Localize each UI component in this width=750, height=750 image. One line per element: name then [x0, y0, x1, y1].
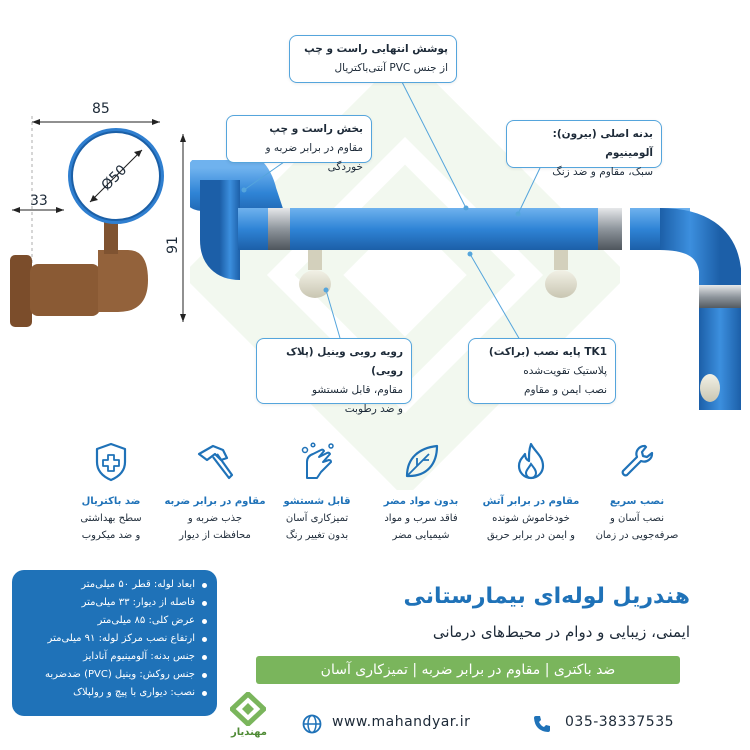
feature-text: فاقد سرب و مواد	[384, 513, 458, 524]
callout-bracket-title: TK1 پایه نصب (براکت)	[488, 346, 607, 358]
feature-text-2: محافظت از دیوار	[179, 530, 251, 541]
feature-antibacterial	[56, 440, 166, 544]
spec-item: عرض کلی: ۸۵ میلی‌متر	[20, 612, 207, 630]
callout-bracket-text: پلاستیک تقویت‌شده	[523, 365, 607, 377]
feature-title: ضد باکتریال	[81, 496, 141, 507]
feature-title: بدون مواد مضر	[383, 496, 459, 507]
feature-text-2: صرفه‌جویی در زمان	[595, 530, 679, 541]
spec-item: نصب: دیواری با پیچ و رولپلاک	[20, 684, 207, 702]
callout-corner-text: مقاوم در برابر ضربه و خوردگی	[265, 142, 363, 173]
feature-text: تمیزکاری آسان	[285, 513, 349, 524]
washing-hands-icon	[295, 440, 339, 484]
feature-quick-install	[582, 440, 692, 544]
page-title: هندریل لوله‌ای بیمارستانی	[403, 584, 690, 609]
callout-body-title: بدنه اصلی (بیرون): آلومینیوم	[552, 128, 653, 159]
callout-bracket	[468, 338, 616, 404]
leaf-icon	[399, 440, 443, 484]
page-subtitle: ایمنی، زیبایی و دوام در محیط‌های درمانی	[432, 623, 690, 641]
phone-icon	[532, 714, 552, 734]
callout-corner-title: بخش راست و چپ	[269, 123, 363, 135]
feature-title: مقاوم در برابر آتش	[482, 496, 580, 507]
wrench-icon	[615, 440, 659, 484]
spec-item: ارتفاع نصب مرکز لوله: ۹۱ میلی‌متر	[20, 630, 207, 648]
brand-logo-icon	[230, 692, 266, 726]
feature-text: سطح بهداشتی	[80, 513, 142, 524]
feature-text: خودخاموش شونده	[492, 513, 570, 524]
spec-item: ابعاد لوله: قطر ۵۰ میلی‌متر	[20, 576, 207, 594]
feature-no-harmful-materials	[366, 440, 476, 544]
callout-vinyl-text-2: و ضد رطوبت	[344, 403, 403, 415]
dimension-offset-label: 33	[30, 193, 48, 209]
feature-title: قابل شستشو	[283, 496, 351, 507]
spec-item: فاصله از دیوار: ۳۳ میلی‌متر	[20, 594, 207, 612]
feature-text: نصب آسان و	[609, 513, 664, 524]
feature-text-2: شیمیایی مضر	[392, 530, 450, 541]
callout-end-caps-title: پوشش انتهایی راست و چپ	[304, 43, 448, 55]
feature-text-2: و ضد میکروب	[81, 530, 141, 541]
shield-plus-icon	[89, 440, 133, 484]
dimension-width-label: 85	[92, 101, 110, 117]
website-link[interactable]: www.mahandyar.ir	[332, 714, 471, 730]
spec-item: جنس روکش: وینیل (PVC) ضدضربه	[20, 666, 207, 684]
callout-end-caps	[289, 35, 457, 83]
callout-bracket-text-2: نصب ایمن و مقاوم	[523, 384, 607, 396]
dimension-diameter-label: Ø50	[98, 162, 131, 194]
callout-corner	[226, 115, 372, 173]
tagline-banner: ضد باکتری | مقاوم در برابر ضربه | تمیزکاری آسان	[256, 656, 680, 684]
callout-end-caps-text: از جنس PVC آنتی‌باکتریال	[334, 62, 448, 74]
feature-title: مقاوم در برابر ضربه	[164, 496, 266, 507]
feature-washable	[262, 440, 372, 544]
callout-vinyl-text: مقاوم، قابل شستشو	[312, 384, 403, 396]
globe-icon	[302, 714, 322, 734]
feature-fire-resistant	[476, 440, 586, 544]
phone-number[interactable]: 035-38337535	[565, 714, 675, 730]
dimension-height-label: 91	[164, 236, 181, 254]
callout-body-text: سبک، مقاوم و ضد زنگ	[552, 166, 653, 178]
callout-body	[506, 120, 662, 178]
specifications-box	[12, 570, 217, 716]
feature-text: جذب ضربه و	[187, 513, 243, 524]
feature-text-2: بدون تغییر رنگ	[285, 530, 349, 541]
feature-text-2: و ایمن در برابر حریق	[487, 530, 575, 541]
callout-vinyl-title: رویه رویی وینیل (پلاک رویی)	[286, 346, 403, 377]
spec-item: جنس بدنه: آلومینیوم آنادایز	[20, 648, 207, 666]
flame-icon	[509, 440, 553, 484]
hammer-icon	[193, 440, 237, 484]
callout-vinyl	[256, 338, 412, 415]
brand-name: مهندیار	[231, 727, 267, 738]
feature-impact-resistant	[160, 440, 270, 544]
feature-title: نصب سریع	[609, 496, 665, 507]
